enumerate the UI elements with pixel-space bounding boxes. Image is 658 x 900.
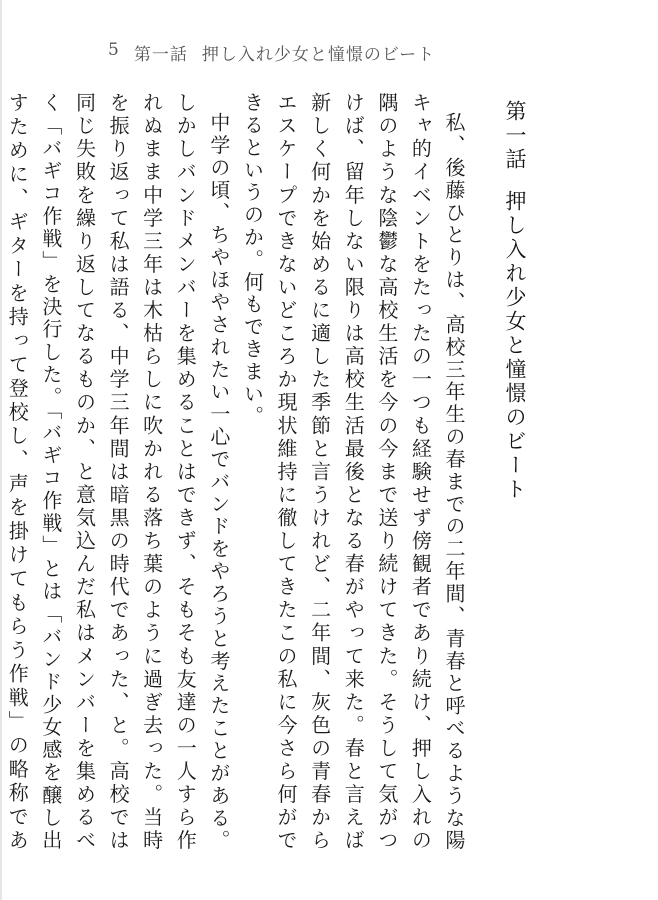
body-text xyxy=(5,92,470,852)
chapter-heading xyxy=(500,100,530,502)
chapter-heading-title: 押し入れ少女と憧憬のビート xyxy=(503,190,527,502)
paragraph-2: 中学の頃、ちやほやされたい一心でバンドをやろうと考えたことがある。しかしバンドメンバーを集めることはできず、そもそも友達の一人すら作れぬまま中学三年は木枯らしに吹かれる落ち葉のように過ぎ去った。当時を振り返って私は語る、中学三年間は暗黒の時代であった、と。高校では同じ失敗を繰り返してなるものか、と意気込んだ私はメンバーを集めるべく「バギコ作戦」を決行した。「バギコ作戦」とは「バンド少女感を醸し出すために、ギターを持って登校し、声を掛けてもらう作戦」の略称であ xyxy=(5,92,231,852)
header-title: 押し入れ少女と憧憬のビート xyxy=(201,45,436,65)
chapter-heading-number: 第一話 xyxy=(503,100,527,172)
page-number: 5 xyxy=(108,40,120,60)
header-chapter: 第一話 xyxy=(133,45,188,65)
running-header xyxy=(108,40,435,65)
paragraph-1: 私、後藤ひとりは、高校三年生の春までの二年間、青春と呼べるような陽キャ的イベントをたったの一つも経験せず傍観者であり続け、押し入れの隅のような陰鬱な高校生活を今の今まで送り続けてきた。そうして気がつけば、留年しない限りは高校生活最後となる春がやって来た。春と言えば新しく何かを始めるに適した季節と言うけれど、二年間、灰色の青春からエスケープできないどころか現状維持に徹してきたこの私に今さら何ができるというのか。何もできまい。 xyxy=(240,92,466,852)
